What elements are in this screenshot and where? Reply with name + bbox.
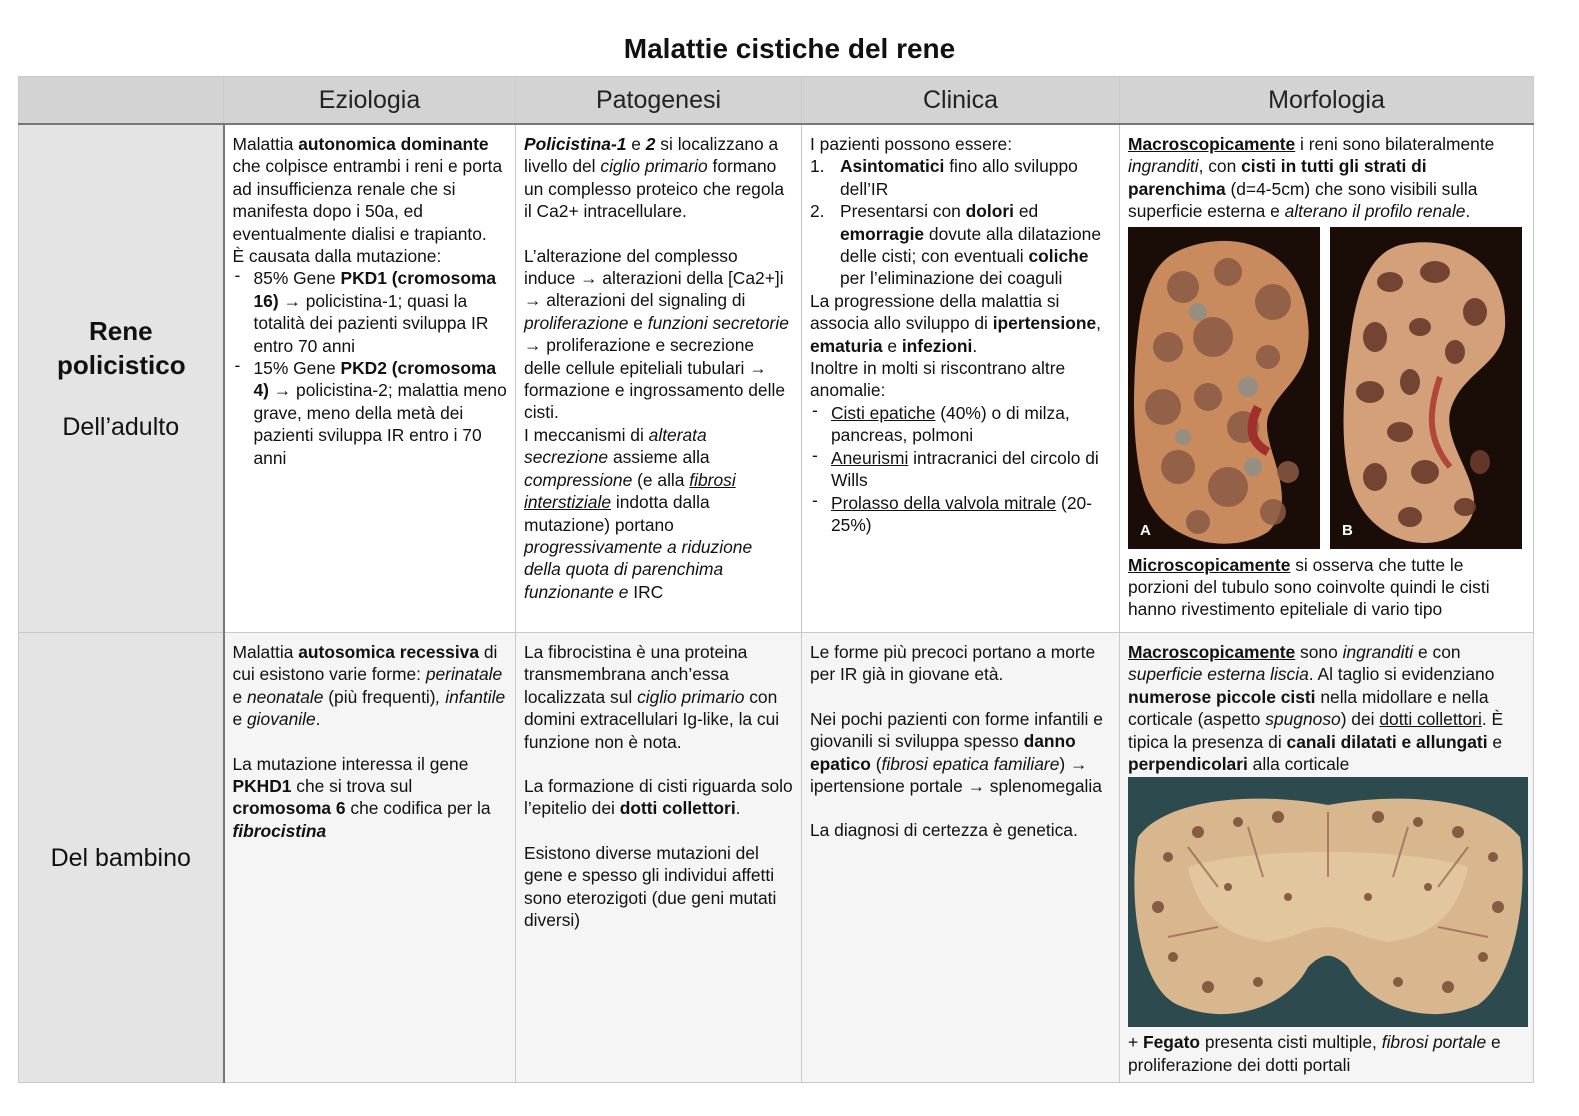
- row-bambino: [19, 633, 1534, 1083]
- disease-subname: Dell’adulto: [62, 412, 180, 441]
- text-block: Le forme più precoci portano a morte per IR già in giovane età.: [810, 642, 1096, 685]
- kidney-photos-adult: [1128, 227, 1525, 549]
- text-block: I pazienti possono essere:: [810, 134, 1013, 154]
- text-block: Inoltre in molti si riscontrano altre anomalie:: [810, 358, 1066, 401]
- text-block: Malattia autosomica recessiva di cui esistono varie forme: perinatale e neonatale (più frequenti), infantile e giovanile.: [232, 642, 506, 730]
- kidney-photo-a: [1128, 227, 1320, 549]
- rowhead-adulto: [19, 124, 224, 633]
- text-block: L’alterazione del complesso induce → alterazioni della [Ca2+]i → alterazioni del signaling di proliferazione e funzioni secretorie → proliferazione e secrezione delle cellule epiteliali tubulari → formazione e ingrossamento delle cisti.: [524, 245, 789, 423]
- header-row: [19, 77, 1534, 125]
- cell-bambino-patogenesi: [516, 633, 802, 1083]
- text-block: La progressione della malattia si associa allo sviluppo di ipertensione, ematuria e infezioni.: [810, 290, 1101, 356]
- anomaly-list: [810, 402, 1111, 536]
- disease-name: Del bambino: [50, 843, 191, 872]
- list-item: - 15% Gene PKD2 (cromosoma 4) → policistina-2; malattia meno grave, meno della metà dei pazienti sviluppa IR entro i 70 anni: [233, 357, 508, 469]
- disease-table: [18, 76, 1534, 1083]
- list-item: - Aneurismi intracranici del circolo di Wills: [810, 447, 1111, 492]
- text-block: Macroscopicamente i reni sono bilateralmente ingranditi, con cisti in tutti gli strati di parenchima (d=4-5cm) che sono visibili sulla superficie esterna e alterano il profilo renale.: [1128, 134, 1495, 222]
- mutation-list: [233, 267, 508, 469]
- header-clinica: Clinica: [802, 77, 1120, 125]
- cell-adulto-patogenesi: [516, 124, 802, 633]
- cell-bambino-eziologia: [224, 633, 516, 1083]
- photo-label-b: B: [1342, 522, 1353, 540]
- list-item: 1. Asintomatici fino allo sviluppo dell’IR: [810, 156, 1078, 199]
- header-empty: [19, 77, 224, 125]
- header-eziologia: Eziologia: [224, 77, 516, 125]
- rowhead-bambino: [19, 633, 224, 1083]
- photo-label-a: A: [1140, 522, 1151, 540]
- disease-name: Rene policistico: [57, 315, 186, 380]
- text-block: I meccanismi di alterata secrezione assieme alla compressione (e alla fibrosi interstiziale indotta dalla mutazione) portano progressivamente a riduzione della quota di parenchima funzionante e IRC: [524, 424, 753, 602]
- text-block: Microscopicamente si osserva che tutte le porzioni del tubulo sono coinvolte quindi le cisti hanno rivestimento epiteliale di vario tipo: [1128, 554, 1490, 620]
- text-block: La fibrocistina è una proteina transmembrana anch’essa localizzata sul ciglio primario con domini extracellulari Ig-like, la cui funzione non è nota.: [524, 642, 780, 752]
- presentation-list: [810, 155, 1111, 289]
- text-block: + Fegato presenta cisti multiple, fibrosi portale e proliferazione dei dotti portali: [1128, 1032, 1501, 1075]
- header-patogenesi: Patogenesi: [516, 77, 802, 125]
- text-block: È causata dalla mutazione:: [232, 246, 442, 267]
- cell-adulto-clinica: [802, 124, 1120, 633]
- list-item: 2. Presentarsi con dolori ed emorragie dovute alla dilatazione delle cisti; con eventuali coliche per l’eliminazione dei coaguli: [810, 201, 1102, 289]
- header-morfologia: Morfologia: [1120, 77, 1534, 125]
- text-block: La mutazione interessa il gene PKHD1 che si trova sul cromosoma 6 che codifica per la fibrocistina: [232, 753, 491, 841]
- text-block: Policistina-1 e 2 si localizzano a livello del ciglio primario formano un complesso proteico che regola il Ca2+ intracellulare.: [524, 134, 785, 222]
- list-item: - Prolasso della valvola mitrale (20-25%): [810, 492, 1111, 537]
- cell-adulto-morfologia: [1120, 124, 1534, 633]
- list-item: - 85% Gene PKD1 (cromosoma 16) → policistina-1; quasi la totalità dei pazienti sviluppa IR entro 70 anni: [233, 267, 508, 357]
- cell-bambino-morfologia: [1120, 633, 1534, 1083]
- cell-adulto-eziologia: [224, 124, 516, 633]
- document-title: Malattie cistiche del rene: [623, 33, 956, 64]
- cell-bambino-clinica: [802, 633, 1120, 1083]
- text-block: Macroscopicamente sono ingranditi e con superficie esterna liscia. Al taglio si evidenziano numerose piccole cisti nella midollare e nella corticale (aspetto spugnoso) dei dotti collettori. È tipica la presenza di canali dilatati e allungati e perpendicolari alla corticale: [1128, 642, 1504, 775]
- kidney-photo-child: [1128, 777, 1528, 1027]
- text-block: La formazione di cisti riguarda solo l’epitelio dei dotti collettori.: [524, 776, 793, 819]
- row-adulto: [19, 124, 1534, 633]
- text-block: La diagnosi di certezza è genetica.: [810, 820, 1078, 841]
- text-block: Esistono diverse mutazioni del gene e spesso gli individui affetti sono eterozigoti (due geni mutati diversi): [524, 842, 777, 931]
- text-block: Malattia autonomica dominante che colpisce entrambi i reni e porta ad insufficienza renale che si manifesta dopo i 50a, ed eventualmente dialisi e trapianto.: [232, 134, 503, 244]
- kidney-photo-b: [1330, 227, 1522, 549]
- list-item: - Cisti epatiche (40%) o di milza, pancreas, polmoni: [810, 402, 1111, 447]
- text-block: Nei pochi pazienti con forme infantili e giovanili si sviluppa spesso danno epatico (fibrosi epatica familiare) → ipertensione portale → splenomegalia: [810, 708, 1103, 797]
